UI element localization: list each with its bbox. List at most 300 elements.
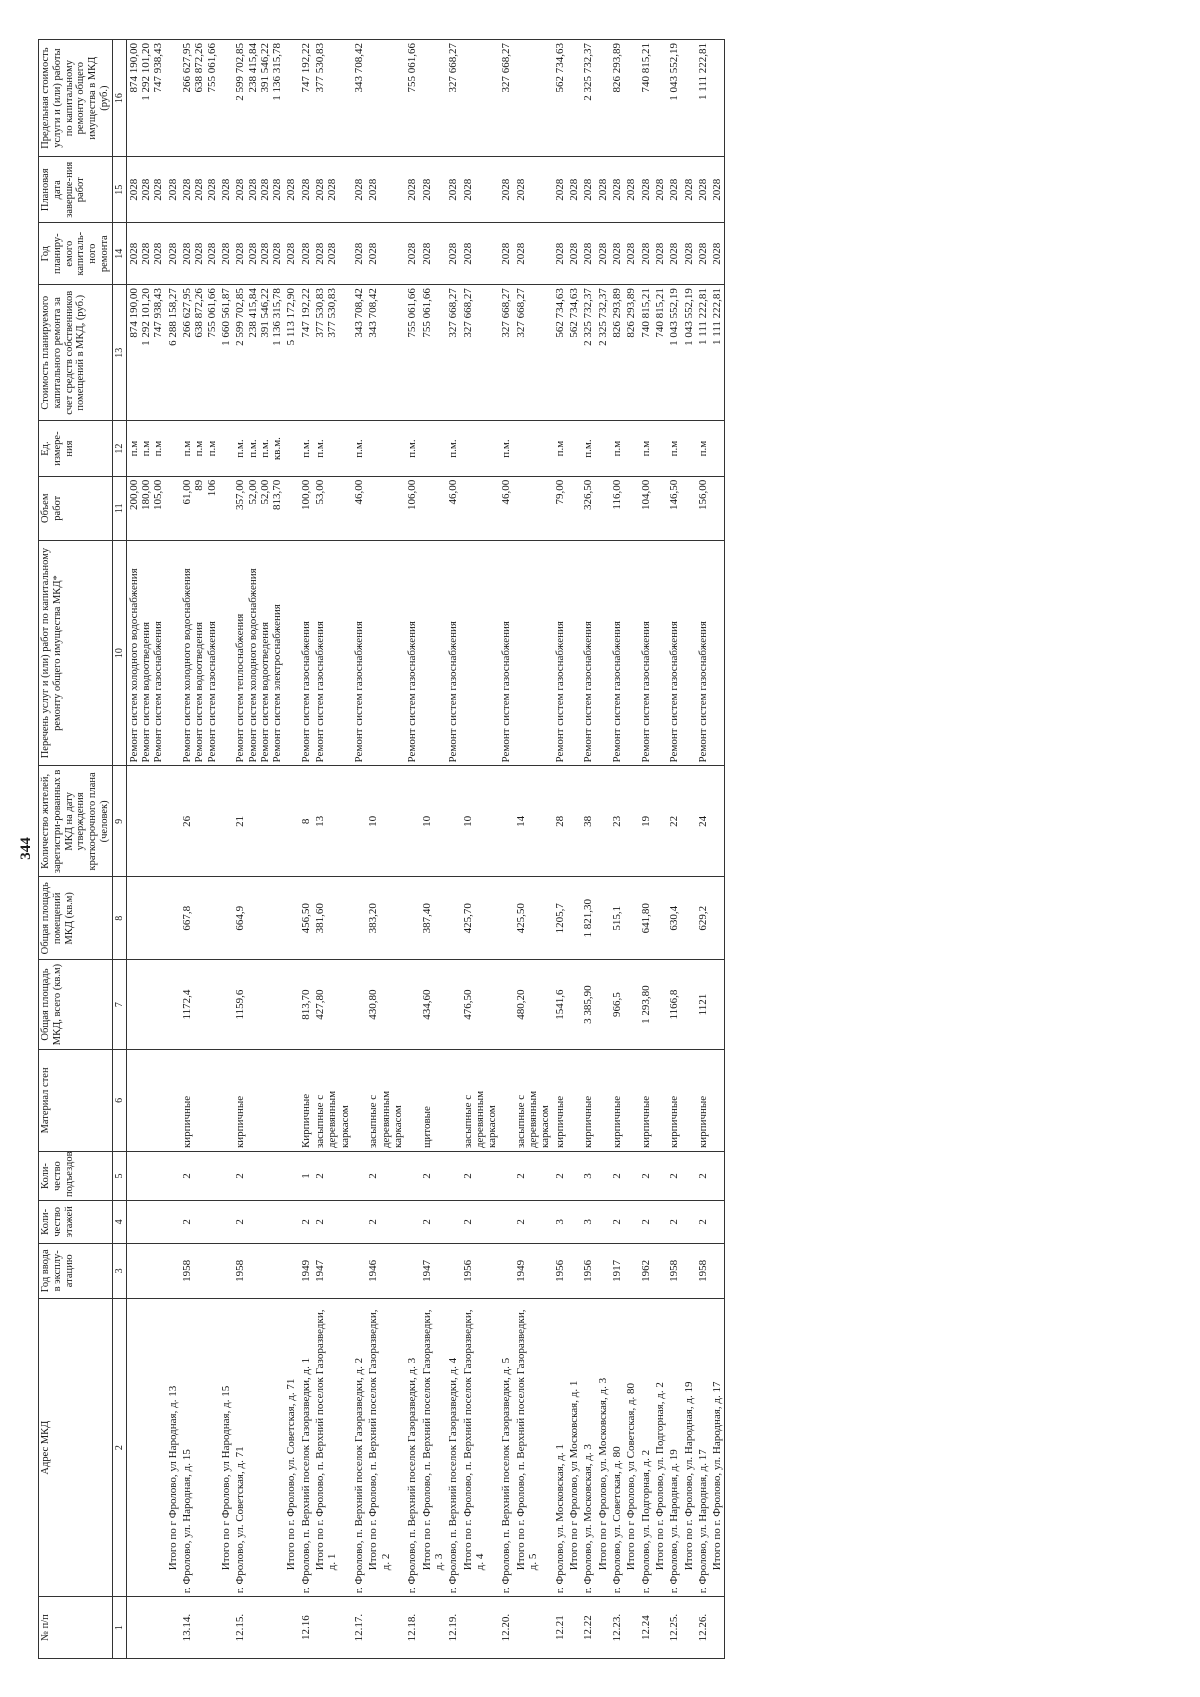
column-number-row bbox=[112, 40, 126, 1659]
work-items-cell bbox=[284, 540, 298, 766]
address-cell: Итого по г. Фролово, ул. Народная, д. 19 bbox=[682, 1299, 696, 1597]
completion-dates-cell bbox=[352, 157, 366, 223]
header-cell: Коли-чество подъездов bbox=[39, 1152, 113, 1201]
repair-year: 2028 bbox=[461, 242, 474, 265]
cost-limit: 377 530,83 bbox=[314, 43, 327, 93]
work-item: Ремонт систем газоснабжения bbox=[668, 621, 681, 763]
cost-limits-cell bbox=[581, 40, 595, 157]
work-item: Ремонт систем газоснабжения bbox=[610, 621, 623, 763]
repair-costs-cell bbox=[126, 285, 165, 421]
repair-year: 2028 bbox=[219, 242, 232, 265]
column-number: 1 bbox=[112, 1597, 126, 1659]
rooms-area bbox=[499, 877, 513, 960]
repair-costs-cell bbox=[299, 285, 313, 421]
total-area bbox=[499, 960, 513, 1049]
floors-count bbox=[284, 1201, 298, 1244]
floors-count bbox=[682, 1201, 696, 1244]
row-number bbox=[461, 1597, 500, 1659]
repair-years-cell bbox=[299, 223, 313, 285]
address-cell: Итого по г Фролово, ул Народная, д. 13 bbox=[166, 1299, 180, 1597]
repair-years-cell bbox=[682, 223, 696, 285]
work-items-cell bbox=[446, 540, 460, 766]
work-units-cell bbox=[420, 421, 447, 476]
rooms-area: 664,9 bbox=[233, 877, 284, 960]
row-number bbox=[366, 1597, 405, 1659]
table-row bbox=[233, 40, 284, 1659]
address-cell: Итого по г Фролово, ул Народная, д. 15 bbox=[219, 1299, 233, 1597]
work-volumes-cell bbox=[284, 476, 298, 540]
repair-cost: 391 546,22 bbox=[258, 288, 271, 338]
commission-year bbox=[624, 1243, 638, 1298]
total-area: 1 293,80 bbox=[639, 960, 653, 1049]
work-units-cell bbox=[653, 421, 667, 476]
repair-years-cell bbox=[446, 223, 460, 285]
rooms-area: 667,8 bbox=[180, 877, 219, 960]
cost-limit: 562 734,63 bbox=[553, 43, 566, 93]
row-number: 12.22 bbox=[581, 1597, 595, 1659]
residents-count: 23 bbox=[610, 766, 624, 877]
entrances-count: 2 bbox=[667, 1152, 681, 1201]
total-area: 434,60 bbox=[420, 960, 447, 1049]
completion-date: 2028 bbox=[461, 178, 474, 201]
work-units-cell bbox=[313, 421, 352, 476]
floors-count: 2 bbox=[461, 1201, 500, 1244]
cost-limits-cell bbox=[624, 40, 638, 157]
column-number: 14 bbox=[112, 223, 126, 285]
cost-limit: 2 325 732,37 bbox=[582, 43, 595, 101]
rooms-area: 387,40 bbox=[420, 877, 447, 960]
work-items-cell bbox=[514, 540, 553, 766]
work-units-cell bbox=[405, 421, 419, 476]
work-items-cell bbox=[313, 540, 352, 766]
work-volume: 46,00 bbox=[447, 479, 460, 505]
cost-limits-cell bbox=[233, 40, 284, 157]
completion-dates-cell bbox=[446, 157, 460, 223]
repair-years-cell bbox=[233, 223, 284, 285]
work-item: Ремонт систем газоснабжения bbox=[447, 621, 460, 763]
completion-date: 2028 bbox=[314, 178, 327, 201]
work-unit: п.м bbox=[610, 440, 623, 457]
completion-date: 2028 bbox=[127, 178, 140, 201]
row-number bbox=[219, 1597, 233, 1659]
commission-year: 1958 bbox=[233, 1243, 284, 1298]
completion-dates-cell bbox=[624, 157, 638, 223]
repair-cost: 238 415,84 bbox=[246, 288, 259, 338]
header-cell: Адрес МКД bbox=[39, 1299, 113, 1597]
floors-count: 2 bbox=[610, 1201, 624, 1244]
repair-costs-cell bbox=[667, 285, 681, 421]
column-number: 6 bbox=[112, 1049, 126, 1151]
wall-material bbox=[284, 1049, 298, 1151]
rooms-area bbox=[284, 877, 298, 960]
work-volume: 46,00 bbox=[500, 479, 513, 505]
address-cell: г. Фролово, ул. Московская, д. 3 bbox=[581, 1299, 595, 1597]
completion-dates-cell bbox=[514, 157, 553, 223]
cost-limit: 747 938,43 bbox=[152, 43, 165, 93]
residents-count: 21 bbox=[233, 766, 284, 877]
total-area bbox=[126, 960, 165, 1049]
entrances-count bbox=[624, 1152, 638, 1201]
work-volumes-cell bbox=[667, 476, 681, 540]
row-number: 12.21 bbox=[553, 1597, 567, 1659]
repair-years-cell bbox=[461, 223, 500, 285]
repair-cost: 1 136 315,78 bbox=[271, 288, 284, 346]
total-area bbox=[405, 960, 419, 1049]
work-volumes-cell bbox=[219, 476, 233, 540]
cost-limits-cell bbox=[366, 40, 405, 157]
cost-limit: 1 136 315,78 bbox=[271, 43, 284, 101]
total-area bbox=[567, 960, 581, 1049]
residents-count bbox=[567, 766, 581, 877]
work-volume: 116,00 bbox=[610, 479, 623, 510]
repair-year: 2028 bbox=[127, 242, 140, 265]
work-volume: 53,00 bbox=[314, 479, 327, 505]
completion-dates-cell bbox=[653, 157, 667, 223]
repair-cost: 2 325 732,37 bbox=[582, 288, 595, 346]
total-area: 427,80 bbox=[313, 960, 352, 1049]
repair-year: 2028 bbox=[420, 242, 433, 265]
wall-material bbox=[166, 1049, 180, 1151]
work-unit: п.м bbox=[553, 440, 566, 457]
residents-count: 10 bbox=[420, 766, 447, 877]
repair-year: 2028 bbox=[140, 242, 152, 265]
work-items-cell bbox=[299, 540, 313, 766]
cost-limit: 740 815,21 bbox=[639, 43, 652, 93]
cost-limit: 1 111 222,81 bbox=[696, 43, 709, 100]
wall-material: кирпичные bbox=[581, 1049, 595, 1151]
address-cell: Итого по г. Фролово, п. Верхний поселок Газоразведки, д. 1 bbox=[313, 1299, 352, 1597]
repair-costs-cell bbox=[653, 285, 667, 421]
residents-count: 10 bbox=[461, 766, 500, 877]
row-number bbox=[514, 1597, 553, 1659]
cost-limit: 343 708,42 bbox=[353, 43, 365, 93]
repair-years-cell bbox=[624, 223, 638, 285]
completion-date: 2028 bbox=[166, 178, 179, 201]
repair-costs-cell bbox=[180, 285, 219, 421]
repair-costs-cell bbox=[405, 285, 419, 421]
rooms-area bbox=[126, 877, 165, 960]
row-number: 12.15. bbox=[233, 1597, 284, 1659]
table-row bbox=[653, 40, 667, 1659]
total-area: 1121 bbox=[696, 960, 710, 1049]
repair-cost: 343 708,42 bbox=[367, 288, 380, 338]
completion-dates-cell bbox=[639, 157, 653, 223]
column-number: 3 bbox=[112, 1243, 126, 1298]
work-volumes-cell bbox=[405, 476, 419, 540]
address-cell: Итого по г. Фролово, п. Верхний поселок Газоразведки, д. 4 bbox=[461, 1299, 500, 1597]
cost-limit: 327 668,27 bbox=[500, 43, 513, 93]
total-area: 476,50 bbox=[461, 960, 500, 1049]
repair-years-cell bbox=[284, 223, 298, 285]
work-volume: 146,50 bbox=[668, 479, 681, 511]
work-units-cell bbox=[610, 421, 624, 476]
header-cell: Общая площадь МКД, всего (кв.м) bbox=[39, 960, 113, 1049]
header-cell: Плановая дата заверше-ния работ bbox=[39, 157, 113, 223]
commission-year: 1949 bbox=[299, 1243, 313, 1298]
completion-date: 2028 bbox=[653, 178, 666, 201]
work-item: Ремонт систем газоснабжения bbox=[553, 621, 566, 763]
table-row bbox=[352, 40, 366, 1659]
completion-date: 2028 bbox=[447, 178, 460, 201]
cost-limits-cell bbox=[126, 40, 165, 157]
entrances-count bbox=[596, 1152, 610, 1201]
entrances-count bbox=[710, 1152, 725, 1201]
cost-limit: 391 546,22 bbox=[258, 43, 271, 93]
row-number bbox=[420, 1597, 447, 1659]
header-cell: Перечень услуг и (или) работ по капитальному ремонту общего имущества МКД* bbox=[39, 540, 113, 766]
total-area bbox=[219, 960, 233, 1049]
header-cell: Объем работ bbox=[39, 476, 113, 540]
column-number: 16 bbox=[112, 40, 126, 157]
row-number: 13.14. bbox=[180, 1597, 219, 1659]
repair-year: 2028 bbox=[582, 242, 595, 265]
row-number: 12.26. bbox=[696, 1597, 710, 1659]
repair-cost: 1 292 101,20 bbox=[140, 288, 152, 346]
floors-count bbox=[499, 1201, 513, 1244]
work-item: Ремонт систем газоснабжения bbox=[152, 621, 165, 763]
work-items-cell bbox=[639, 540, 653, 766]
completion-date: 2028 bbox=[326, 178, 339, 201]
table-row bbox=[710, 40, 725, 1659]
total-area: 1159,6 bbox=[233, 960, 284, 1049]
repair-cost: 1 660 561,87 bbox=[219, 288, 232, 346]
residents-count bbox=[446, 766, 460, 877]
wall-material bbox=[405, 1049, 419, 1151]
wall-material bbox=[219, 1049, 233, 1151]
cost-limits-cell bbox=[461, 40, 500, 157]
repair-year: 2028 bbox=[682, 242, 695, 265]
repair-years-cell bbox=[639, 223, 653, 285]
residents-count: 28 bbox=[553, 766, 567, 877]
repair-cost: 755 061,66 bbox=[406, 288, 419, 338]
cost-limits-cell bbox=[180, 40, 219, 157]
repair-cost: 6 288 158,27 bbox=[166, 288, 179, 346]
floors-count bbox=[624, 1201, 638, 1244]
commission-year bbox=[499, 1243, 513, 1298]
repair-year: 2028 bbox=[367, 242, 380, 265]
work-volumes-cell bbox=[682, 476, 696, 540]
entrances-count bbox=[405, 1152, 419, 1201]
table-row bbox=[461, 40, 500, 1659]
wall-material bbox=[624, 1049, 638, 1151]
work-item: Ремонт систем теплоснабжения bbox=[234, 613, 247, 763]
entrances-count bbox=[126, 1152, 165, 1201]
residents-count: 19 bbox=[639, 766, 653, 877]
cost-limits-cell bbox=[313, 40, 352, 157]
commission-year bbox=[710, 1243, 725, 1298]
cost-limits-cell bbox=[219, 40, 233, 157]
repair-year: 2028 bbox=[514, 242, 527, 265]
cost-limit: 238 415,84 bbox=[246, 43, 259, 93]
wall-material: кирпичные bbox=[667, 1049, 681, 1151]
completion-date: 2028 bbox=[234, 178, 247, 201]
cost-limit: 1 292 101,20 bbox=[140, 43, 152, 101]
work-item: Ремонт систем газоснабжения bbox=[500, 621, 513, 763]
completion-dates-cell bbox=[610, 157, 624, 223]
wall-material: кирпичные bbox=[233, 1049, 284, 1151]
wall-material: кирпичные bbox=[610, 1049, 624, 1151]
work-volumes-cell bbox=[567, 476, 581, 540]
row-number bbox=[682, 1597, 696, 1659]
commission-year: 1949 bbox=[514, 1243, 553, 1298]
repair-costs-cell bbox=[553, 285, 567, 421]
address-cell: Итого по г. Фролово, п. Верхний поселок Газоразведки, д. 5 bbox=[514, 1299, 553, 1597]
repair-year: 2028 bbox=[353, 242, 365, 265]
address-cell: г. Фролово, ул. Народная, д. 19 bbox=[667, 1299, 681, 1597]
cost-limit: 638 872,26 bbox=[193, 43, 206, 93]
work-items-cell bbox=[624, 540, 638, 766]
repair-year: 2028 bbox=[406, 242, 419, 265]
repair-cost: 826 293,89 bbox=[610, 288, 623, 338]
cost-limit: 826 293,89 bbox=[610, 43, 623, 93]
work-items-cell bbox=[180, 540, 219, 766]
work-units-cell bbox=[352, 421, 366, 476]
entrances-count: 2 bbox=[420, 1152, 447, 1201]
work-volume: 357,00 bbox=[234, 479, 247, 511]
repair-years-cell bbox=[596, 223, 610, 285]
total-area bbox=[596, 960, 610, 1049]
repair-year: 2028 bbox=[447, 242, 460, 265]
commission-year: 1956 bbox=[553, 1243, 567, 1298]
table-row bbox=[405, 40, 419, 1659]
repair-costs-cell bbox=[233, 285, 284, 421]
row-number bbox=[284, 1597, 298, 1659]
repair-year: 2028 bbox=[271, 242, 284, 265]
completion-dates-cell bbox=[284, 157, 298, 223]
repair-costs-cell bbox=[610, 285, 624, 421]
wall-material: кирпичные bbox=[639, 1049, 653, 1151]
repair-cost: 377 530,83 bbox=[326, 288, 339, 338]
work-unit: п.м bbox=[193, 440, 206, 457]
table-row bbox=[446, 40, 460, 1659]
address-cell: г. Фролово, ул. Народная, д. 17 bbox=[696, 1299, 710, 1597]
floors-count: 2 bbox=[420, 1201, 447, 1244]
completion-date: 2028 bbox=[582, 178, 595, 201]
entrances-count bbox=[352, 1152, 366, 1201]
completion-dates-cell bbox=[313, 157, 352, 223]
work-unit: п.м bbox=[639, 440, 652, 457]
repair-cost: 755 061,66 bbox=[205, 288, 218, 338]
row-number: 12.17. bbox=[352, 1597, 366, 1659]
wall-material: засыпные с деревянным каркасом bbox=[366, 1049, 405, 1151]
floors-count bbox=[166, 1201, 180, 1244]
column-number: 2 bbox=[112, 1299, 126, 1597]
row-number bbox=[567, 1597, 581, 1659]
completion-date: 2028 bbox=[553, 178, 566, 201]
table-row bbox=[682, 40, 696, 1659]
repair-costs-cell bbox=[461, 285, 500, 421]
floors-count bbox=[126, 1201, 165, 1244]
work-unit: п.м. bbox=[234, 439, 247, 458]
completion-dates-cell bbox=[553, 157, 567, 223]
work-units-cell bbox=[284, 421, 298, 476]
work-volumes-cell bbox=[166, 476, 180, 540]
completion-date: 2028 bbox=[696, 178, 709, 201]
total-area bbox=[446, 960, 460, 1049]
completion-date: 2028 bbox=[568, 178, 580, 201]
floors-count bbox=[596, 1201, 610, 1244]
repair-costs-cell bbox=[710, 285, 725, 421]
header-cell: Количество жителей, зарегистри-рованных в МКД на дату утверждения краткосрочного плана (человек) bbox=[39, 766, 113, 877]
repair-year: 2028 bbox=[205, 242, 218, 265]
work-units-cell bbox=[567, 421, 581, 476]
rooms-area bbox=[710, 877, 725, 960]
header-cell: Ед. измере-ния bbox=[39, 421, 113, 476]
table-row bbox=[667, 40, 681, 1659]
repair-year: 2028 bbox=[625, 242, 638, 265]
floors-count bbox=[352, 1201, 366, 1244]
work-items-cell bbox=[667, 540, 681, 766]
work-unit: п.м. bbox=[258, 439, 271, 458]
work-item: Ремонт систем газоснабжения bbox=[205, 621, 218, 763]
rooms-area bbox=[596, 877, 610, 960]
rooms-area: 456,50 bbox=[299, 877, 313, 960]
work-volume: 52,00 bbox=[258, 479, 271, 505]
entrances-count: 2 bbox=[461, 1152, 500, 1201]
work-item: Ремонт систем водоотведения bbox=[258, 621, 271, 763]
commission-year: 1958 bbox=[696, 1243, 710, 1298]
repair-year: 2028 bbox=[285, 242, 298, 265]
table-row bbox=[499, 40, 513, 1659]
completion-dates-cell bbox=[596, 157, 610, 223]
total-area bbox=[284, 960, 298, 1049]
rooms-area bbox=[352, 877, 366, 960]
address-cell: г. Фролово, п. Верхний поселок Газоразведки, д. 4 bbox=[446, 1299, 460, 1597]
address-cell: г. Фролово, п. Верхний поселок Газоразведки, д. 2 bbox=[352, 1299, 366, 1597]
wall-material bbox=[567, 1049, 581, 1151]
total-area bbox=[624, 960, 638, 1049]
column-number: 9 bbox=[112, 766, 126, 877]
repair-year: 2028 bbox=[152, 242, 165, 265]
wall-material: кирпичные bbox=[696, 1049, 710, 1151]
entrances-count: 2 bbox=[553, 1152, 567, 1201]
completion-dates-cell bbox=[696, 157, 710, 223]
wall-material: кирпичные bbox=[553, 1049, 567, 1151]
rooms-area: 425,50 bbox=[514, 877, 553, 960]
cost-limits-cell bbox=[682, 40, 696, 157]
wall-material: Кирпичные bbox=[299, 1049, 313, 1151]
floors-count: 2 bbox=[696, 1201, 710, 1244]
work-items-cell bbox=[233, 540, 284, 766]
table-row bbox=[420, 40, 447, 1659]
cost-limits-cell bbox=[639, 40, 653, 157]
repair-cost: 343 708,42 bbox=[353, 288, 365, 338]
work-item: Ремонт систем электроснабжения bbox=[271, 604, 284, 763]
work-volumes-cell bbox=[653, 476, 667, 540]
row-number: 12.16 bbox=[299, 1597, 313, 1659]
floors-count: 2 bbox=[667, 1201, 681, 1244]
repair-years-cell bbox=[653, 223, 667, 285]
work-items-cell bbox=[499, 540, 513, 766]
work-volume: 200,00 bbox=[127, 479, 140, 511]
work-unit: п.м. bbox=[447, 439, 460, 458]
residents-count: 14 bbox=[514, 766, 553, 877]
completion-dates-cell bbox=[299, 157, 313, 223]
table-row bbox=[596, 40, 610, 1659]
address-cell: Итого по г. Фролово, ул. Советская, д. 71 bbox=[284, 1299, 298, 1597]
header-cell: Общая площадь помещений МКД (кв.м) bbox=[39, 877, 113, 960]
repair-cost: 327 668,27 bbox=[514, 288, 527, 338]
residents-count bbox=[126, 766, 165, 877]
rooms-area: 629,2 bbox=[696, 877, 710, 960]
work-item: Ремонт систем газоснабжения bbox=[299, 621, 312, 763]
rooms-area bbox=[653, 877, 667, 960]
column-number: 8 bbox=[112, 877, 126, 960]
commission-year bbox=[682, 1243, 696, 1298]
column-number: 15 bbox=[112, 157, 126, 223]
work-volume: 180,00 bbox=[140, 479, 152, 511]
completion-dates-cell bbox=[219, 157, 233, 223]
